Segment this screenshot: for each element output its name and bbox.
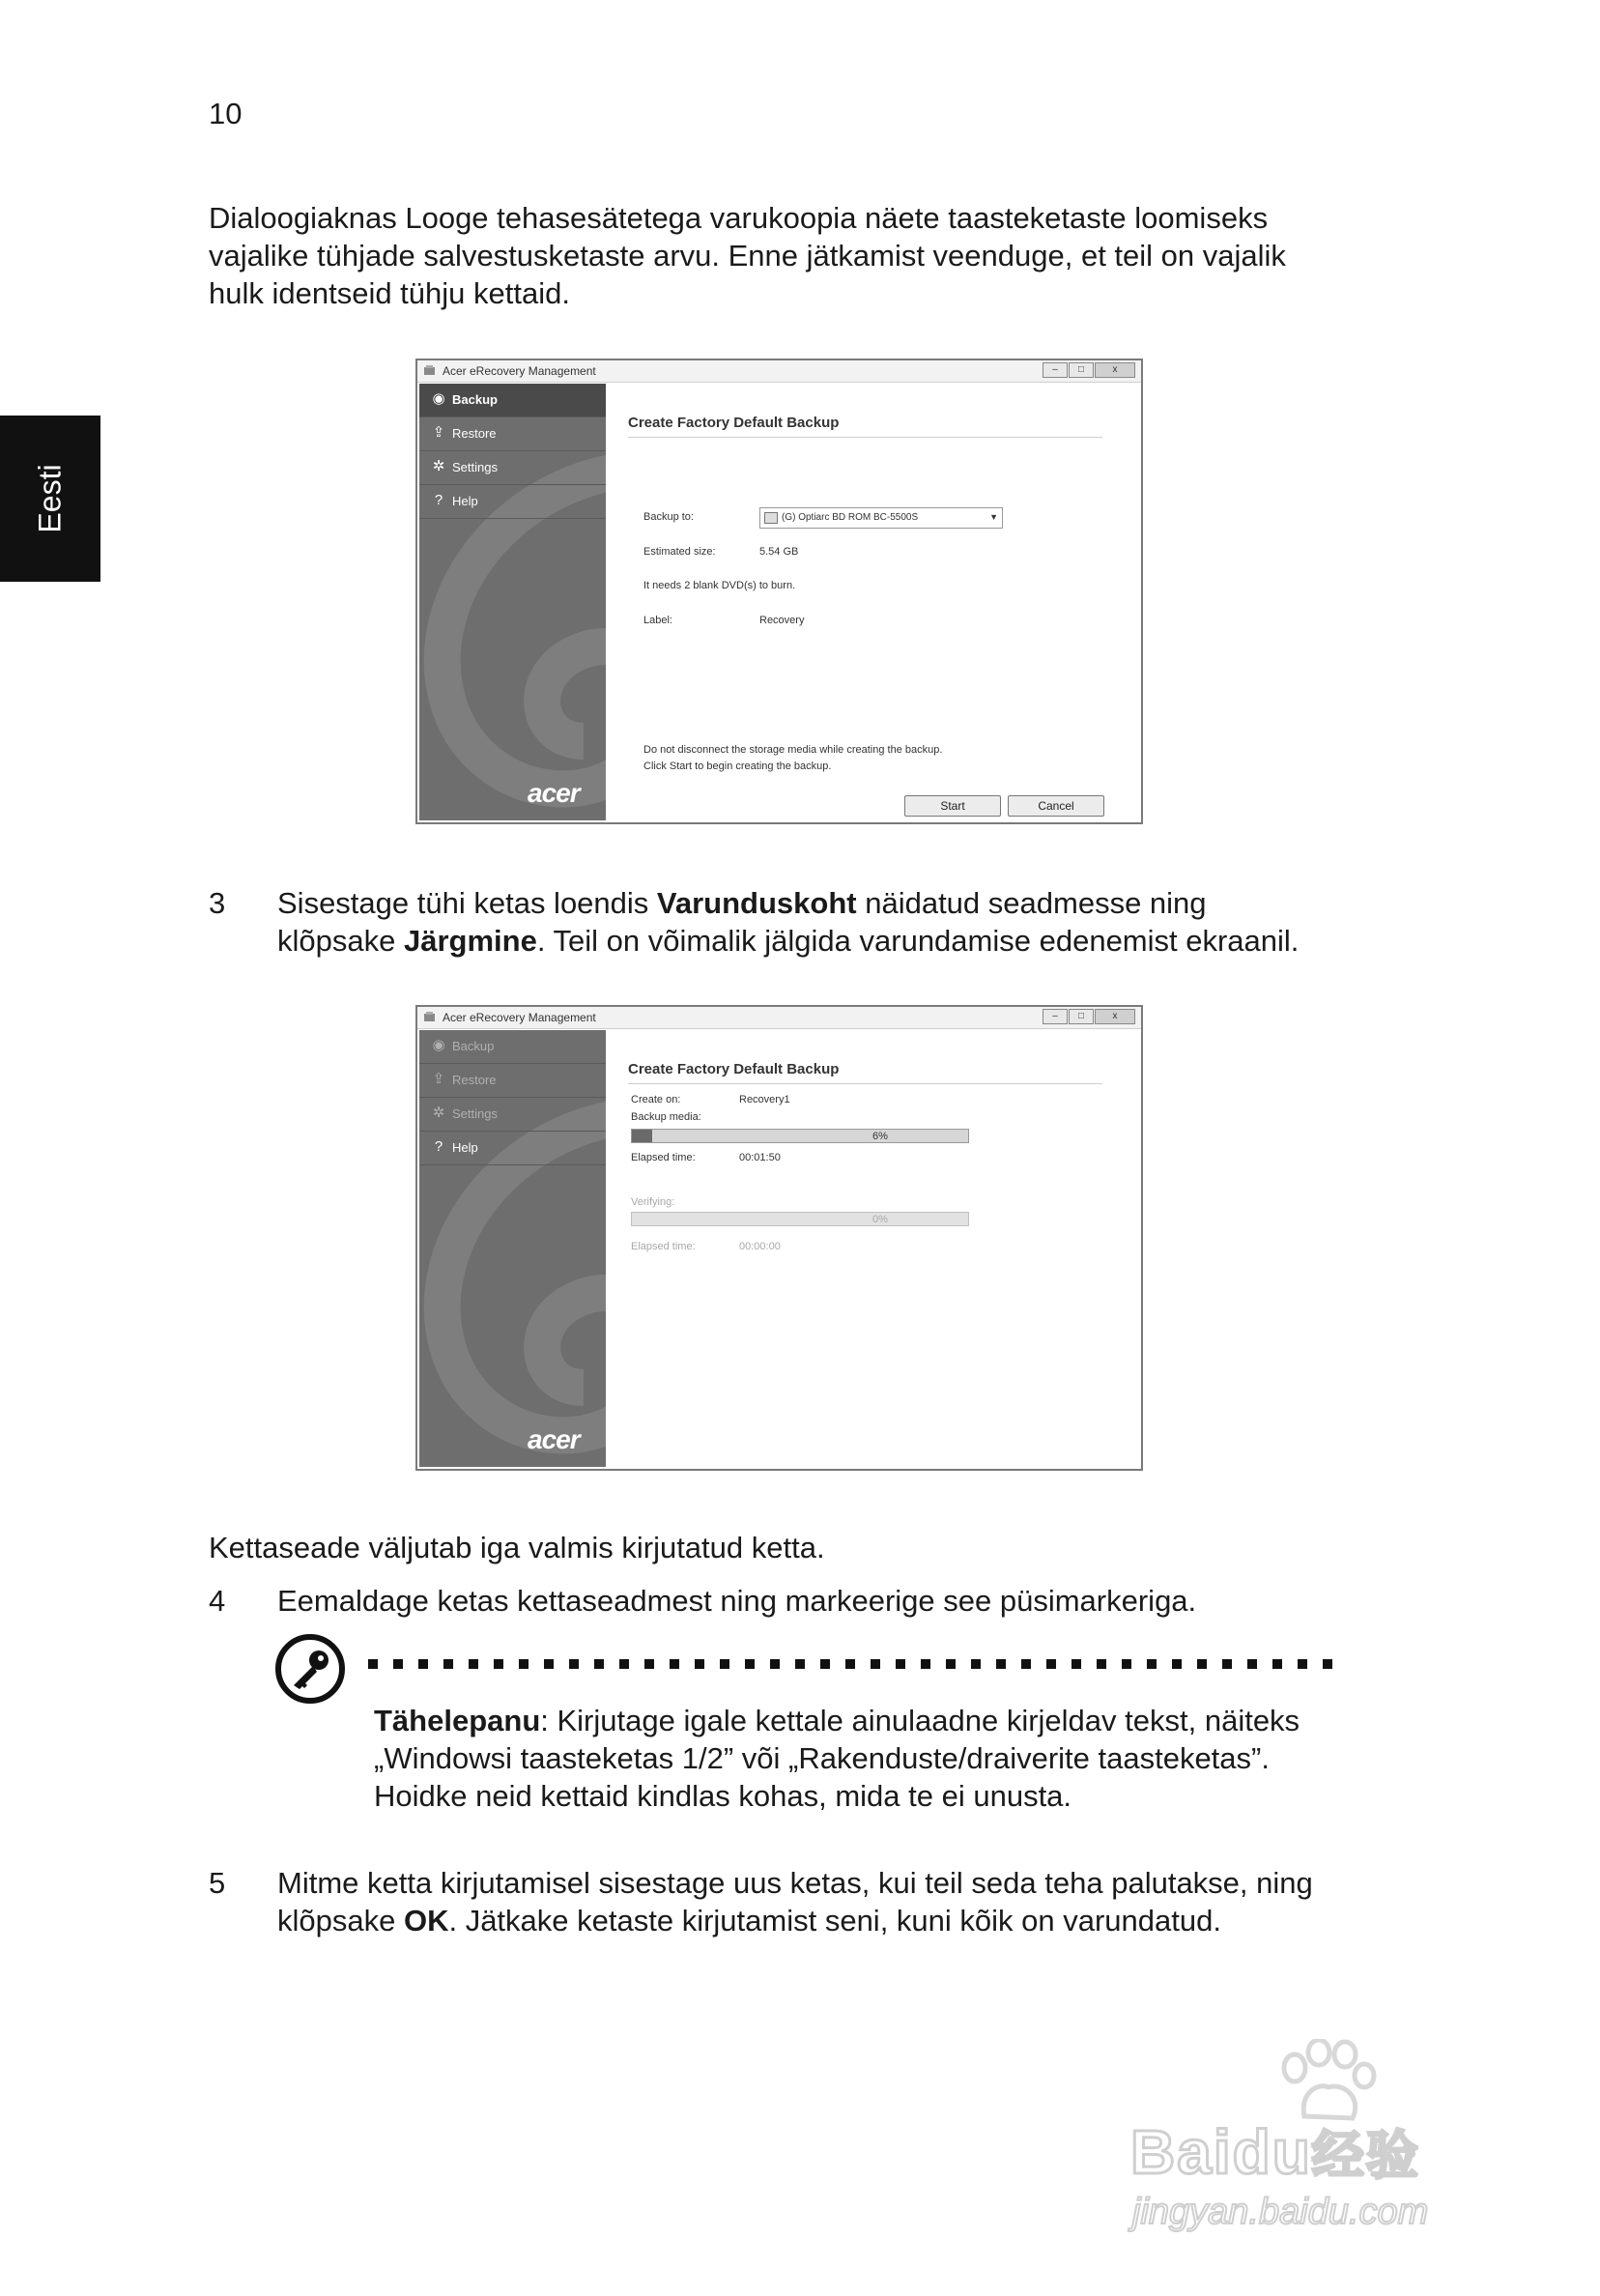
text-run: klõpsake: [277, 924, 404, 958]
window-controls: [1042, 1009, 1135, 1024]
step-3-text: [277, 884, 1408, 960]
intro-paragraph: [209, 199, 1407, 312]
backup-to-label: Backup to:: [643, 511, 694, 523]
chevron-down-icon: ▼: [989, 512, 998, 522]
note-line: [374, 1702, 1350, 1739]
ui-term: OK: [403, 1904, 449, 1937]
language-tab-label: Eesti: [32, 464, 68, 533]
elapsed-time-value: 00:01:50: [739, 1152, 781, 1163]
gear-icon: ✲: [432, 458, 445, 474]
screenshot-backup-setup: [415, 359, 1143, 824]
language-side-tab: [0, 416, 100, 582]
nav-label: Backup: [452, 392, 498, 407]
page-number: 10: [209, 97, 243, 130]
step-3-number: 3: [209, 886, 226, 920]
window-controls: [1042, 362, 1135, 378]
verify-progress-bar: [631, 1212, 969, 1226]
step-5-line: Mitme ketta kirjutamisel sisestage uus ketas, kui teil seda teha palutakse, ning: [277, 1866, 1313, 1900]
text-run: . Teil on võimalik jälgida varundamise edenemist ekraanil.: [536, 924, 1300, 958]
note-line: Hoidke neid kettaid kindlas kohas, mida te ei unusta.: [374, 1779, 1072, 1813]
content-title: Create Factory Default Backup: [628, 1061, 840, 1077]
ui-term: Järgmine: [403, 924, 537, 958]
verifying-label: Verifying:: [631, 1196, 675, 1208]
eye-icon: ◉: [432, 390, 445, 407]
nav-item-settings[interactable]: [419, 451, 606, 485]
watermark-brand: [1130, 2114, 1420, 2189]
help-icon: ?: [434, 492, 443, 508]
label-label: Label:: [643, 615, 672, 626]
note-text: [374, 1702, 1350, 1815]
acer-logo: acer: [528, 1424, 580, 1454]
ui-term: Varunduskoht: [656, 886, 857, 920]
brand-text: du: [1232, 2117, 1312, 2187]
warning-text: Do not disconnect the storage media while creating the backup.: [643, 744, 943, 756]
note-heading: Tähelepanu: [374, 1704, 541, 1737]
nav-label: Help: [452, 1140, 478, 1155]
step-4-number: 4: [209, 1584, 226, 1618]
cancel-button[interactable]: Cancel: [1008, 795, 1104, 817]
nav-item-backup[interactable]: [419, 1030, 606, 1064]
text-run: klõpsake: [277, 1904, 404, 1937]
baidu-watermark: [1121, 2039, 1527, 2232]
instruction-text: Click Start to begin creating the backup.: [643, 761, 832, 772]
intro-line: vajalike tühjade salvestusketaste arvu. Enne jätkamist veenduge, et teil on vajalik: [209, 239, 1286, 273]
eject-text: Kettaseade väljutab iga valmis kirjutatud ketta.: [209, 1531, 825, 1564]
nav-item-backup[interactable]: [419, 384, 606, 417]
backup-percent: 6%: [872, 1131, 888, 1142]
create-on-value: Recovery1: [739, 1094, 790, 1105]
gear-icon: ✲: [432, 1105, 445, 1121]
backup-to-value: (G) Optiarc BD ROM BC-5500S: [782, 512, 919, 523]
text-run: . Jätkake ketaste kirjutamist seni, kuni kõik on varundatud.: [448, 1904, 1221, 1937]
restore-icon: ⇪: [432, 424, 445, 441]
note-line: „Windowsi taasteketas 1/2” või „Rakenduste/draiverite taasteketas”.: [374, 1741, 1270, 1775]
backup-progress-bar: [631, 1129, 969, 1143]
content-pane: [607, 384, 1139, 820]
maximize-button[interactable]: □: [1069, 362, 1094, 378]
backup-media-label: Backup media:: [631, 1111, 701, 1123]
drive-icon: [764, 512, 778, 524]
close-button[interactable]: x: [1095, 362, 1135, 378]
step-4-text: Eemaldage ketas kettaseadmest ning markeerige see püsimarkeriga.: [277, 1584, 1197, 1618]
brand-text: 经验: [1311, 2127, 1420, 2185]
help-icon: ?: [434, 1138, 443, 1155]
nav-item-help[interactable]: [419, 1132, 606, 1165]
content-pane: [607, 1030, 1139, 1467]
elapsed-time-label: Elapsed time:: [631, 1152, 696, 1163]
watermark-url: jingyan.baidu.com: [1132, 2192, 1429, 2232]
step-5-number: 5: [209, 1866, 226, 1900]
nav-label: Restore: [452, 426, 497, 441]
eye-icon: ◉: [432, 1037, 445, 1053]
acer-logo: acer: [528, 778, 580, 808]
nav-item-help[interactable]: [419, 485, 606, 519]
nav-label: Restore: [452, 1073, 497, 1087]
text-run: näidatud seadmesse ning: [856, 886, 1207, 920]
screenshot-backup-progress: [415, 1005, 1143, 1471]
content-title: Create Factory Default Backup: [628, 415, 840, 431]
window-titlebar: [417, 1007, 1141, 1029]
close-button[interactable]: x: [1095, 1009, 1135, 1024]
brand-text: Bai: [1130, 2117, 1233, 2187]
nav-label: Settings: [452, 460, 498, 474]
note-divider: [368, 1659, 1344, 1669]
blank-dvd-notice: It needs 2 blank DVD(s) to burn.: [643, 580, 796, 591]
backup-to-select[interactable]: [759, 507, 1003, 529]
maximize-button[interactable]: □: [1069, 1009, 1094, 1024]
estimated-size-value: 5.54 GB: [759, 546, 799, 558]
nav-label: Backup: [452, 1039, 495, 1053]
nav-item-restore[interactable]: [419, 417, 606, 451]
window-titlebar: [417, 360, 1141, 383]
title-divider: [628, 1083, 1102, 1084]
text-run: Sisestage tühi ketas loendis: [277, 886, 657, 920]
verify-elapsed-label: Elapsed time:: [631, 1241, 696, 1252]
sidebar: [419, 1030, 606, 1467]
intro-line: hulk identseid tühju kettaid.: [209, 276, 570, 310]
verify-percent: 0%: [872, 1214, 888, 1225]
step-3-line: [277, 922, 1408, 960]
nav-item-restore[interactable]: [419, 1064, 606, 1098]
restore-icon: ⇪: [432, 1071, 445, 1087]
text-run: : Kirjutage igale kettale ainulaadne kirjeldav tekst, näiteks: [540, 1704, 1300, 1737]
key-icon: [274, 1633, 346, 1705]
nav-label: Help: [452, 494, 478, 508]
step-3-line: [277, 884, 1408, 922]
minimize-button[interactable]: –: [1043, 1009, 1068, 1024]
step-5-text: [277, 1864, 1408, 1939]
sidebar: [419, 384, 606, 820]
estimated-size-label: Estimated size:: [643, 546, 716, 558]
label-value: Recovery: [759, 615, 805, 626]
verify-elapsed-value: 00:00:00: [739, 1241, 781, 1252]
title-divider: [628, 437, 1102, 438]
nav-label: Settings: [452, 1106, 498, 1121]
start-button[interactable]: Start: [904, 795, 1001, 817]
window-title: Acer eRecovery Management: [443, 364, 596, 378]
nav-item-settings[interactable]: [419, 1098, 606, 1132]
step-5-line: [277, 1902, 1408, 1939]
backup-progress-fill: [632, 1130, 652, 1142]
intro-line: Dialoogiaknas Looge tehasesätetega varukoopia näete taasteketaste loomiseks: [209, 201, 1269, 235]
paw-icon: [1266, 2039, 1382, 2126]
minimize-button[interactable]: –: [1043, 362, 1068, 378]
app-icon: [423, 1011, 436, 1023]
create-on-label: Create on:: [631, 1094, 681, 1105]
window-title: Acer eRecovery Management: [443, 1011, 596, 1024]
app-icon: [423, 364, 436, 377]
